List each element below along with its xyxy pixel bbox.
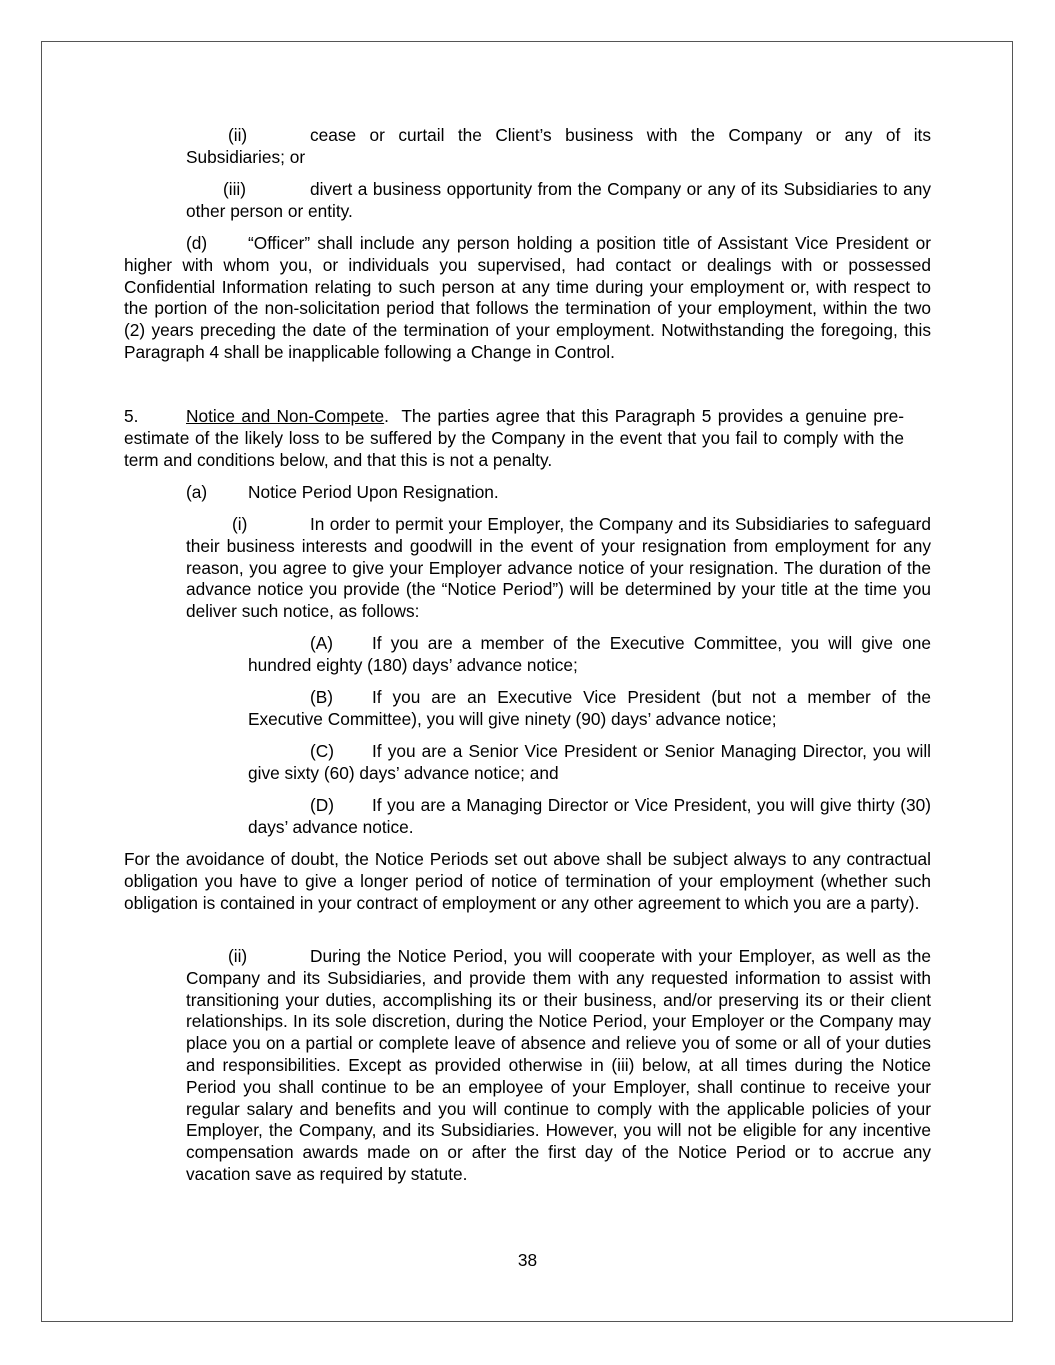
notice-item-b-label: (B) bbox=[310, 687, 334, 707]
notice-item-c-label: (C) bbox=[310, 741, 334, 761]
section-5-number: 5. bbox=[124, 406, 139, 426]
clause-4c-item-ii bbox=[186, 125, 931, 169]
section-5-intro-text: The parties agree that this Paragraph 5 provides a genuine pre-estimate of the likely loss to be suffered by the Company in the event that you fail to comply with the term and conditions below, and that this is not a penalty. bbox=[124, 406, 905, 470]
clause-4d-text: “Officer” shall include any person holding a position title of Assistant Vice President or higher with whom you, or individuals you supervised, had contact or dealings with or possessed Confidential Information relating to such person at any time during your employment or, with respect to the portion of the non-solicitation period that follows the termination of your employment, within the two (2) years preceding the date of the termination of your employment. Notwithstanding the foregoing, this Paragraph 4 shall be inapplicable following a Change in Control. bbox=[124, 233, 931, 362]
notice-item-a-text: If you are a member of the Executive Committee, you will give one hundred eighty (180) days’ advance notice; bbox=[248, 633, 931, 675]
section-5a-label: (a) bbox=[186, 482, 208, 502]
clause-4c-item-ii-label: (ii) bbox=[228, 125, 248, 145]
notice-item-d-label: (D) bbox=[310, 795, 334, 815]
clause-4d bbox=[124, 233, 931, 364]
notice-item-d bbox=[248, 795, 931, 839]
section-5a-i-text: In order to permit your Employer, the Company and its Subsidiaries to safeguard their business interests and goodwill in the event of your resignation from employment for any reason, you agree to give your Employer advance notice of your resignation. The duration of the advance notice you provide (the “Notice Period”) will be determined by your title at the time you deliver such notice, as follows: bbox=[186, 514, 931, 622]
avoidance-paragraph: For the avoidance of doubt, the Notice Periods set out above shall be subject always to any contractual obligation you have to give a longer period of notice of termination of your employment (whether such obligation is contained in your contract of employment or any other agreement to which you are a party). bbox=[124, 849, 931, 913]
section-5a-ii bbox=[186, 946, 931, 1186]
page-number: 38 bbox=[517, 1250, 538, 1270]
clause-4c-item-iii bbox=[186, 179, 931, 223]
notice-item-a bbox=[248, 633, 931, 677]
section-5a-i-label: (i) bbox=[232, 514, 248, 534]
notice-item-c bbox=[248, 741, 931, 785]
notice-item-b-text: If you are an Executive Vice President (but not a member of the Executive Committee), you will give ninety (90) days’ advance notice; bbox=[248, 687, 931, 729]
section-5-heading: Notice and Non-Compete bbox=[186, 406, 385, 426]
notice-item-c-text: If you are a Senior Vice President or Senior Managing Director, you will give sixty (60) days’ advance notice; and bbox=[248, 741, 931, 783]
notice-item-a-label: (A) bbox=[310, 633, 334, 653]
section-5a-i bbox=[186, 514, 931, 623]
clause-4c-item-iii-text: divert a business opportunity from the Company or any of its Subsidiaries to any other person or entity. bbox=[186, 179, 931, 221]
clause-4c-item-ii-text: cease or curtail the Client’s business with the Company or any of its Subsidiaries; or bbox=[186, 125, 931, 167]
section-5a-text: Notice Period Upon Resignation. bbox=[248, 482, 499, 502]
clause-4d-label: (d) bbox=[186, 233, 208, 253]
notice-item-d-text: If you are a Managing Director or Vice President, you will give thirty (30) days’ advance notice. bbox=[248, 795, 931, 837]
section-5a-ii-label: (ii) bbox=[228, 946, 248, 966]
section-5a bbox=[186, 482, 931, 504]
section-5a-ii-text: During the Notice Period, you will cooperate with your Employer, as well as the Company and its Subsidiaries, and provide them with any requested information to assist with transitioning your duties, accomplishing its or their business, and/or preserving its or their client relationships. In its sole discretion, during the Notice Period, your Employer or the Company may place you on a partial or complete leave of absence and relieve you of some or all of your duties and responsibilities. Except as provided otherwise in (iii) below, at all times during the Notice Period you shall continue to be an employee of your Employer, shall continue to receive your regular salary and benefits and you will continue to comply with the applicable policies of your Employer, the Company, and its Subsidiaries. However, you will not be eligible for any incentive compensation awards made on or after the first day of the Notice Period or to accrue any vacation save as required by statute. bbox=[186, 946, 931, 1184]
section-5-intro: 5. Notice and Non-Compete. The parties agree that this Paragraph 5 provides a genuine pre-estimate of the likely loss to be suffered by the Company in the event that you fail to comply with the term and conditions below, and that this is not a penalty. bbox=[124, 406, 905, 470]
notice-item-b bbox=[248, 687, 931, 731]
clause-4c-item-iii-label: (iii) bbox=[223, 179, 247, 199]
